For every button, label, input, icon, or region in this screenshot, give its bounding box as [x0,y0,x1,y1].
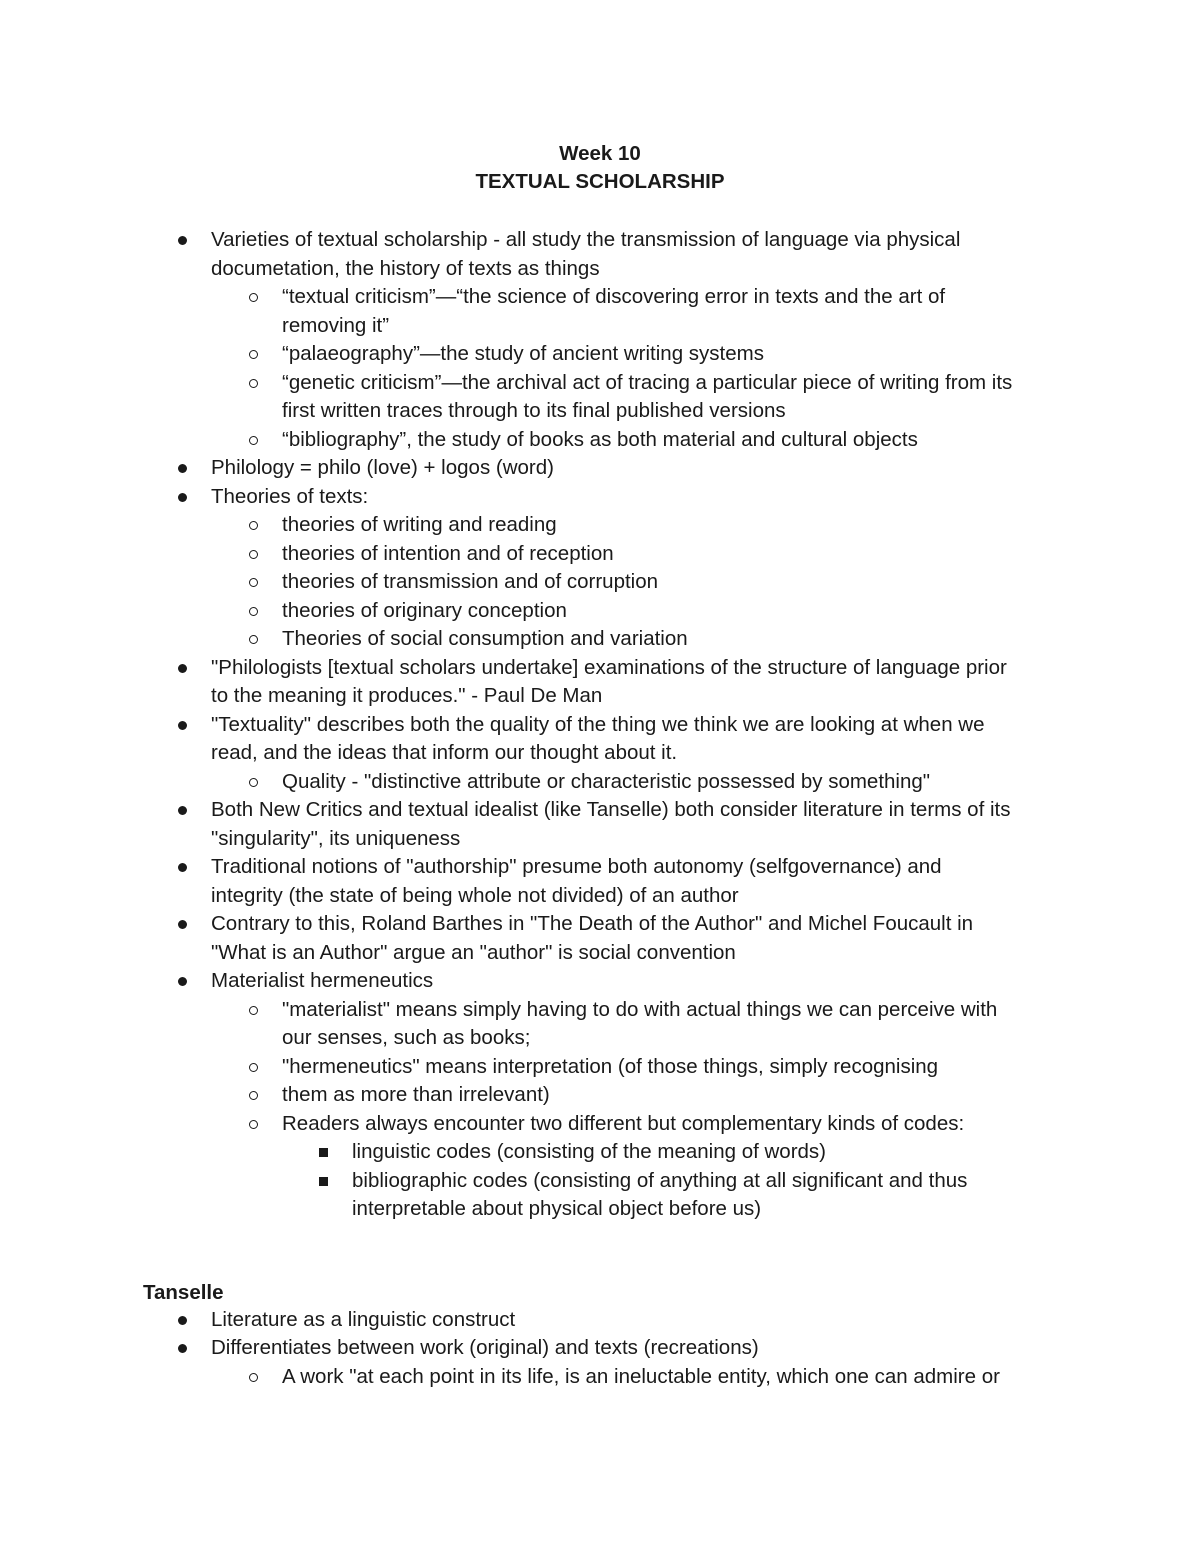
note-line: linguistic codes (consisting of the meaning of words) [352,1140,827,1163]
bullet-icon [178,721,187,730]
week-label: Week 10 [559,142,641,165]
hollow-bullet-icon [249,379,258,388]
note-line: "singularity", its uniqueness [211,826,461,850]
hollow-bullet-icon [249,1006,258,1015]
note-line: interpretable about physical object before us) [352,1197,762,1220]
bullet-icon [178,493,187,502]
note-line: bibliographic codes (consisting of anything at all significant and thus [352,1168,968,1192]
bullet-icon [178,464,187,473]
note-line: our senses, such as books; [282,1026,531,1049]
note-line: “genetic criticism”—the archival act of tracing a particular piece of writing from its [282,370,1013,394]
bullet-icon [178,806,187,815]
note-line: "materialist" means simply having to do with actual things we can perceive with [282,997,998,1021]
note-line: integrity (the state of being whole not divided) of an author [211,883,739,907]
note-line: to the meaning it produces." - Paul De Man [211,684,603,707]
note-line: "hermeneutics" means interpretation (of those things, simply recognising [282,1054,939,1078]
square-bullet-icon [319,1177,328,1186]
note-line: Readers always encounter two different but complementary kinds of codes: [282,1111,965,1135]
note-line: Philology = philo (love) + logos (word) [211,456,554,479]
note-line: Contrary to this, Roland Barthes in "The Death of the Author" and Michel Foucault in [211,912,974,935]
bullet-icon [178,1344,187,1353]
tanselle-line: Differentiates between work (original) and texts (recreations) [211,1336,759,1360]
note-line: Varieties of textual scholarship - all study the transmission of language via physical [211,228,961,251]
square-bullet-icon [319,1148,328,1157]
bullet-icon [178,977,187,986]
note-line: "What is an Author" argue an "author" is social convention [211,940,736,964]
hollow-bullet-icon [249,1063,258,1072]
note-line: Materialist hermeneutics [211,969,434,992]
note-line: "Philologists [textual scholars undertake] examinations of the structure of language prior [211,655,1007,679]
hollow-bullet-icon [249,550,258,559]
note-line: "Textuality" describes both the quality of the thing we think we are looking at when we [211,712,985,736]
note-line: Traditional notions of "authorship" presume both autonomy (selfgovernance) and [211,855,942,878]
hollow-bullet-icon [249,635,258,644]
bullet-icon [178,664,187,673]
note-line: first written traces through to its final published versions [282,399,786,422]
note-line: theories of originary conception [282,598,567,622]
section-heading-tanselle: Tanselle [143,1281,224,1304]
hollow-bullet-icon [249,521,258,530]
note-line: read, and the ideas that inform our thought about it. [211,741,678,764]
note-line: Theories of texts: [211,484,369,508]
note-line: theories of intention and of reception [282,541,614,565]
hollow-bullet-icon [249,607,258,616]
note-line: theories of writing and reading [282,513,557,536]
note-line: “palaeography”—the study of ancient writing systems [282,342,764,365]
bullet-icon [178,863,187,872]
note-line: Both New Critics and textual idealist (like Tanselle) both consider literature in terms of its [211,798,1011,821]
hollow-bullet-icon [249,436,258,445]
hollow-bullet-icon [249,778,258,787]
note-line: them as more than irrelevant) [282,1083,550,1106]
note-line: removing it” [282,313,390,337]
hollow-bullet-icon [249,1373,258,1382]
tanselle-line: A work "at each point in its life, is an ineluctable entity, which one can admire or [282,1364,1000,1388]
note-line: “textual criticism”—“the science of discovering error in texts and the art of [282,285,946,308]
note-line: theories of transmission and of corruption [282,570,659,593]
bullet-icon [178,1316,187,1325]
page-title: TEXTUAL SCHOLARSHIP [475,170,725,193]
tanselle-line: Literature as a linguistic construct [211,1308,516,1331]
bullet-icon [178,920,187,929]
hollow-bullet-icon [249,350,258,359]
note-line: documetation, the history of texts as things [211,256,600,280]
hollow-bullet-icon [249,293,258,302]
note-line: Theories of social consumption and variation [282,627,688,650]
hollow-bullet-icon [249,1120,258,1129]
hollow-bullet-icon [249,1091,258,1100]
bullet-icon [178,236,187,245]
hollow-bullet-icon [249,578,258,587]
note-line: Quality - "distinctive attribute or characteristic possessed by something" [282,769,931,793]
note-line: “bibliography”, the study of books as both material and cultural objects [282,427,918,451]
